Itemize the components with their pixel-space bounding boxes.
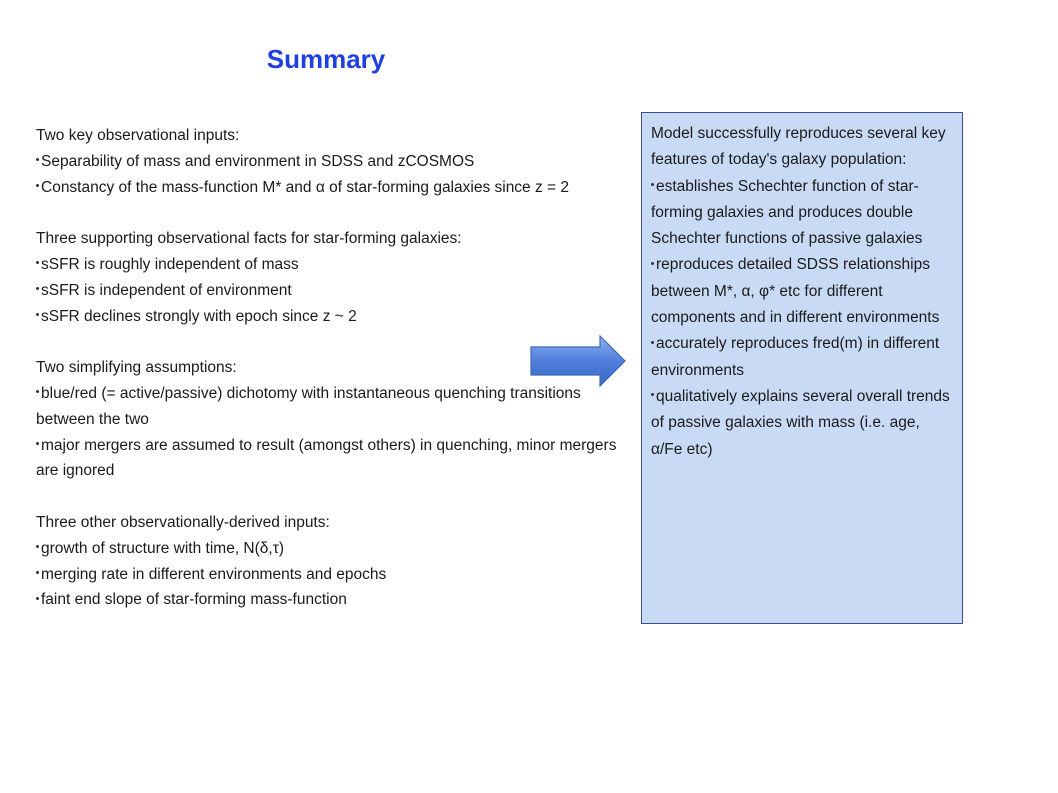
list-item: sSFR is independent of environment <box>36 278 626 304</box>
page-title: Summary <box>266 44 386 74</box>
bullet-icon <box>651 341 654 344</box>
section-heading: Three supporting observational facts for star-forming galaxies: <box>36 230 462 248</box>
list-item: accurately reproduces fred(m) in different environments <box>651 335 940 379</box>
bullet-icon <box>651 262 654 265</box>
bullet-icon <box>36 261 39 264</box>
list-item: blue/red (= active/passive) dichotomy with instantaneous quenching transitions between the two <box>36 384 581 428</box>
list-item: establishes Schechter function of star-forming galaxies and produces double Schechter functions of passive galaxies <box>651 177 923 248</box>
section-other-inputs <box>36 510 626 613</box>
bullet-icon <box>36 158 39 161</box>
bullet-icon <box>651 393 654 396</box>
box-intro: Model successfully reproduces several key features of today's galaxy population: <box>651 125 946 169</box>
section-heading: Three other observationally-derived inputs: <box>36 513 330 531</box>
bullet-icon <box>36 597 39 600</box>
bullet-icon <box>36 442 39 445</box>
bullet-icon <box>36 545 39 548</box>
bullet-icon <box>651 183 654 186</box>
bullet-icon <box>36 571 39 574</box>
bullet-icon <box>36 313 39 316</box>
list-item: major mergers are assumed to result (amongst others) in quenching, minor mergers are ignored <box>36 436 617 480</box>
list-item: Separability of mass and environment in SDSS and zCOSMOS <box>36 149 626 175</box>
bullet-icon <box>36 390 39 393</box>
list-item: merging rate in different environments and epochs <box>36 562 626 588</box>
list-item: faint end slope of star-forming mass-function <box>36 587 626 613</box>
model-summary-box <box>641 112 963 624</box>
section-key-inputs <box>36 123 626 200</box>
list-item: sSFR is roughly independent of mass <box>36 252 626 278</box>
list-item: sSFR declines strongly with epoch since z ~ 2 <box>36 304 626 330</box>
bullet-icon <box>36 287 39 290</box>
right-arrow-icon <box>530 335 626 387</box>
list-item: Constancy of the mass-function M* and α of star-forming galaxies since z = 2 <box>36 175 626 201</box>
list-item: growth of structure with time, N(δ,τ) <box>36 536 626 562</box>
section-heading: Two simplifying assumptions: <box>36 359 237 377</box>
bullet-icon <box>36 184 39 187</box>
section-supporting-facts <box>36 226 626 329</box>
list-item: reproduces detailed SDSS relationships between M*, α, φ* etc for different components and in different environments <box>651 256 940 327</box>
list-item: qualitatively explains several overall trends of passive galaxies with mass (i.e. age, α/Fe etc) <box>651 387 950 458</box>
section-heading: Two key observational inputs: <box>36 127 240 144</box>
